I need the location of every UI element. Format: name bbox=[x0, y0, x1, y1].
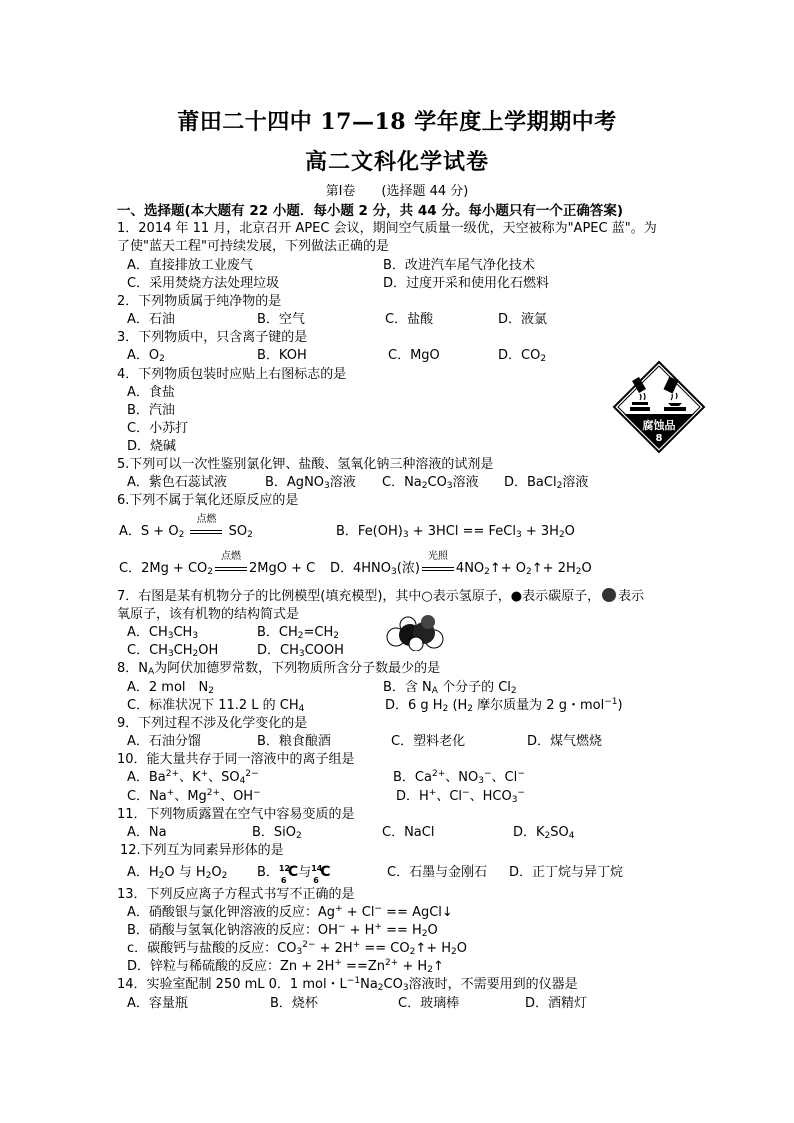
q11-option-c: C．NaCl bbox=[382, 825, 435, 840]
q4-option-b: B．汽油 bbox=[127, 403, 175, 418]
q13-option-a: A．硝酸银与氯化钾溶液的反应：Ag+ + Cl− == AgCl↓ bbox=[127, 904, 453, 920]
q2-option-c: C．盐酸 bbox=[385, 312, 434, 327]
q14-option-a: A．容量瓶 bbox=[127, 996, 188, 1011]
q8-option-d: D．6 g $H_2$ ($H_2$ 摩尔质量为 2 g・mol$^{-1}$) bbox=[385, 697, 623, 714]
q14-option-b: B．烧杯 bbox=[270, 996, 318, 1011]
q3-option-d: D．$CO_2$ bbox=[498, 348, 547, 364]
q11-option-a: A．Na bbox=[127, 825, 167, 840]
q1-option-b: B．改进汽车尾气净化技术 bbox=[383, 258, 535, 273]
q7-option-b: B．$CH_2=CH_2$ bbox=[257, 625, 339, 641]
q6-stem: 6.下列不属于氧化还原反应的是 bbox=[117, 493, 299, 508]
q14-option-c: C．玻璃棒 bbox=[398, 996, 460, 1011]
q11-option-b: B．SiO$_2$ bbox=[252, 825, 302, 841]
q10-option-a: A．$Ba^{2+}$、K+、$SO_4^{2-}$ bbox=[127, 769, 259, 786]
q12-option-b: B． 12 6 C与 14 6 C bbox=[257, 864, 331, 885]
q6-option-c: C．$2Mg + CO_2$ 点燃 2MgO + C bbox=[119, 560, 315, 577]
hazard-label-text: 腐蚀品 bbox=[642, 419, 676, 432]
q3-option-b: B．KOH bbox=[257, 348, 307, 363]
q11-stem: 11．下列物质露置在空气中容易变质的是 bbox=[117, 807, 355, 822]
q6-option-a: A．$S + O_2$ 点燃 $SO_2$ bbox=[119, 523, 253, 540]
q10-option-b: B．$Ca^{2+}$、$NO_3^-$、Cl− bbox=[393, 769, 525, 786]
q8-option-c: C．标准状况下 11.2 L 的 $CH_4$ bbox=[127, 698, 305, 714]
q8-option-a: A．2 mol $N_2$ bbox=[127, 680, 214, 696]
q7-option-a: A．$CH_3CH_3$ bbox=[127, 625, 199, 641]
molecule-model-icon bbox=[384, 613, 446, 651]
q11-option-d: D．$K_2SO_4$ bbox=[513, 825, 575, 841]
q9-option-b: B．粮食酿酒 bbox=[257, 734, 331, 749]
q12-option-c: C．石墨与金刚石 bbox=[387, 865, 488, 880]
q8-stem: 8．$N_A$为阿伏加德罗常数，下列物质所含分子数最少的是 bbox=[117, 661, 441, 677]
q12-option-d: D．正丁烷与异丁烷 bbox=[509, 865, 624, 880]
hazard-class-number: 8 bbox=[655, 433, 663, 444]
q7-option-d: D．$CH_3COOH$ bbox=[257, 643, 344, 659]
q4-option-c: C．小苏打 bbox=[127, 421, 189, 436]
q13-option-d: D．锌粒与稀硫酸的反应：$Zn + 2H^+ ==Zn^{2+}$ + $H_2↑$ bbox=[127, 958, 444, 975]
q6-option-d: D．$4HNO_3$(浓) 光照 $4NO_2↑+$ $O_2↑+ 2H_2O$ bbox=[330, 560, 592, 577]
q4-option-d: D．烧碱 bbox=[127, 439, 177, 454]
q13-option-b: B．硝酸与氢氧化钠溶液的反应：$OH^- + H^+ == H_2O$ bbox=[127, 922, 438, 939]
q13-stem: 13．下列反应离子方程式书写不正确的是 bbox=[117, 887, 355, 902]
section-heading: 一、选择题(本大题有 22 小题．每小题 2 分，共 44 分。每小题只有一个正确答案) bbox=[117, 203, 624, 219]
part-heading: 第Ⅰ卷 (选择题 44 分) bbox=[325, 184, 469, 199]
q8-option-b: B．含 $N_A$ 个分子的 $Cl_2$ bbox=[383, 680, 517, 696]
q10-option-d: D．H+、Cl−、$HCO_3^-$ bbox=[396, 788, 525, 805]
q1-option-a: A．直接排放工业废气 bbox=[127, 258, 253, 273]
q2-stem: 2．下列物质属于纯净物的是 bbox=[117, 294, 282, 309]
q2-option-d: D．液氯 bbox=[498, 312, 548, 327]
q5-option-b: B．AgNO$_3$溶液 bbox=[265, 475, 356, 491]
q9-option-d: D．煤气燃烧 bbox=[527, 734, 603, 749]
q3-option-a: A．$O_2$ bbox=[127, 348, 165, 364]
q2-option-a: A．石油 bbox=[127, 312, 175, 327]
q2-option-b: B．空气 bbox=[257, 312, 305, 327]
q9-option-c: C．塑料老化 bbox=[391, 734, 466, 749]
q9-stem: 9．下列过程不涉及化学变化的是 bbox=[117, 716, 308, 731]
q5-stem: 5.下列可以一次性鉴别氯化钾、盐酸、氢氧化钠三种溶液的试剂是 bbox=[117, 457, 494, 472]
q4-option-a: A．食盐 bbox=[127, 385, 175, 400]
q7-option-c: C．$CH_3CH_2OH$ bbox=[127, 643, 219, 659]
q10-option-c: C．Na+、$Mg^{2+}$、OH− bbox=[127, 788, 261, 804]
exam-subtitle: 高二文科化学试卷 bbox=[304, 149, 489, 175]
exam-title: 莆田二十四中 17—18 学年度上学期期中考 bbox=[177, 109, 617, 135]
q1-stem-line1: 1．2014 年 11 月，北京召开 APEC 会议，期间空气质量一级优，天空被称为"APEC 蓝"。为 bbox=[117, 221, 657, 236]
q4-stem: 4．下列物质包装时应贴上右图标志的是 bbox=[117, 367, 347, 382]
q9-option-a: A．石油分馏 bbox=[127, 734, 201, 749]
condition-light: 光照 bbox=[427, 551, 448, 562]
oxygen-atom-icon bbox=[602, 588, 616, 602]
q14-stem: 14．实验室配制 250 mL 0．1 mol・$L^{-1}Na_2CO_3$溶液时，不需要用到的仪器是 bbox=[117, 976, 578, 993]
q1-option-c: C．采用焚烧方法处理垃圾 bbox=[127, 276, 280, 291]
q12-option-a: A．$H_2O$ 与 $H_2O_2$ bbox=[127, 865, 228, 881]
q10-stem: 10．能大量共存于同一溶液中的离子组是 bbox=[117, 752, 355, 767]
q7-stem-line2: 氧原子，该有机物的结构简式是 bbox=[117, 607, 300, 622]
q5-option-a: A．紫色石蕊试液 bbox=[127, 475, 227, 490]
q6-option-b: B．$Fe(OH)_3 + 3HCl$ == FeCl$_3$ + $3H_2O$ bbox=[336, 524, 575, 540]
q3-stem: 3．下列物质中，只含离子键的是 bbox=[117, 330, 308, 345]
q13-option-c: c．碳酸钙与盐酸的反应：$CO_3^{2-} + 2H^+$ == $CO_2↑+ H_2O$ bbox=[127, 940, 468, 957]
condition-ignite-c: 点燃 bbox=[221, 551, 242, 562]
condition-ignite: 点燃 bbox=[196, 514, 217, 525]
q12-stem: 12.下列互为同素异形体的是 bbox=[120, 843, 284, 858]
q5-option-c: C．$Na_2CO_3$溶液 bbox=[382, 475, 479, 491]
q1-stem-line2: 了使"蓝天工程"可持续发展，下列做法正确的是 bbox=[117, 239, 389, 254]
q7-stem-line1: 7．右图是某有机物分子的比例模型(填充模型)，其中○表示氢原子，●表示碳原子， 表示 bbox=[117, 589, 645, 604]
q5-option-d: D．BaCl$_2$溶液 bbox=[504, 475, 589, 491]
q1-option-d: D．过度开采和使用化石燃料 bbox=[383, 276, 550, 291]
q14-option-d: D．酒精灯 bbox=[525, 996, 588, 1011]
corrosive-hazard-icon bbox=[612, 360, 706, 454]
q3-option-c: C．MgO bbox=[388, 348, 440, 363]
